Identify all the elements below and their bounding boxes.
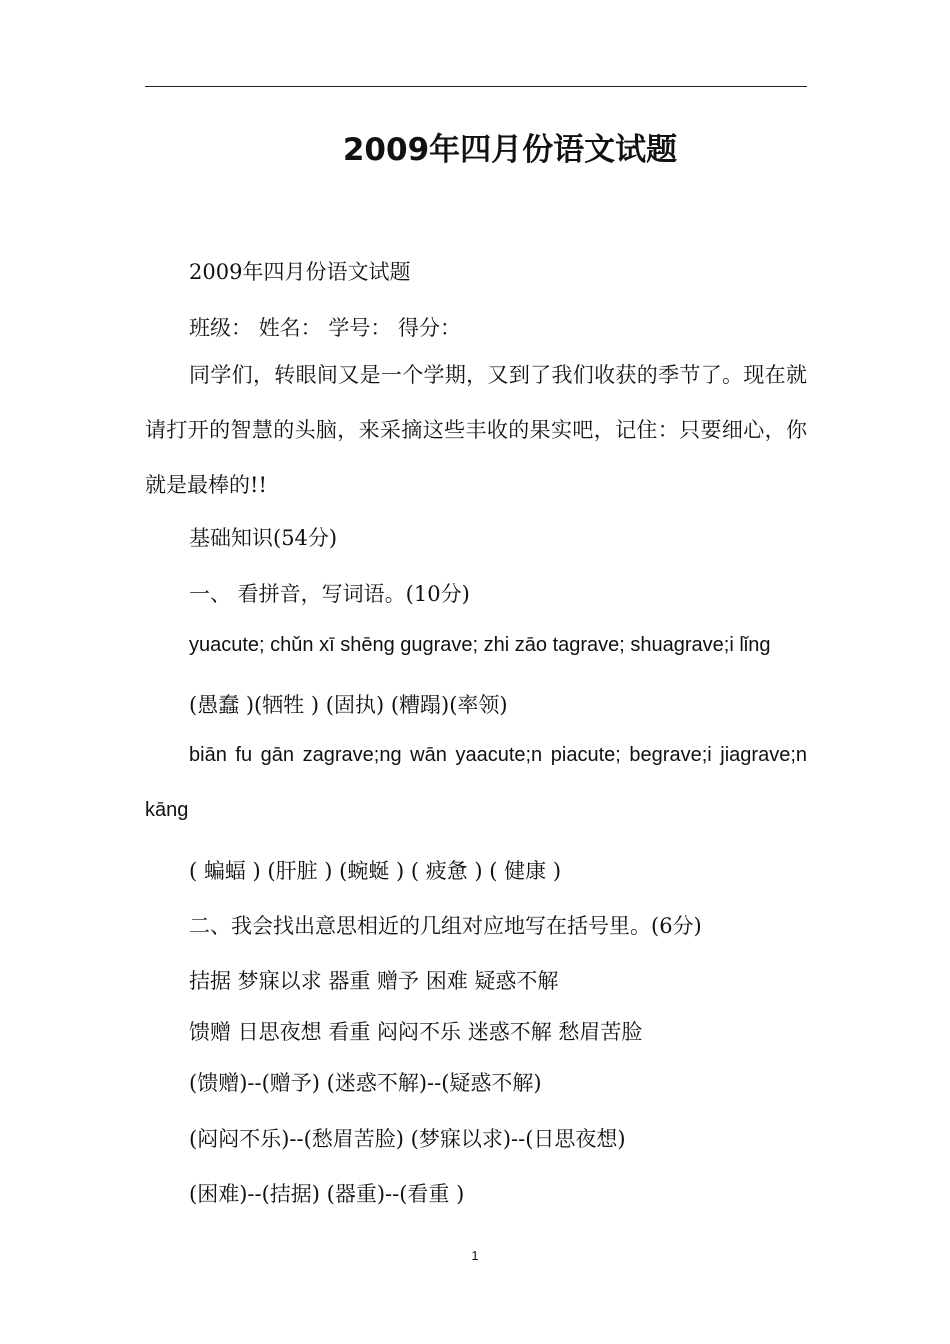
question-1-pinyin-row-1: yuacute; chǔn xī shēng gugrave; zhi zāo tagrave; shuagrave;i lǐng — [189, 634, 771, 656]
question-2-pairs-row-1: (馈赠)--(赠予) (迷惑不解)--(疑惑不解) — [189, 1071, 542, 1095]
question-2-word-list-2: 馈赠 日思夜想 看重 闷闷不乐 迷惑不解 愁眉苦脸 — [189, 1020, 643, 1044]
class-info-line: 班级： 姓名： 学号： 得分： — [189, 316, 462, 340]
question-1-pinyin-row-2-continued: kāng — [145, 799, 189, 821]
page-number: 1 — [471, 1248, 479, 1263]
question-2-word-list-1: 拮据 梦寐以求 器重 赠予 困难 疑惑不解 — [189, 969, 559, 993]
question-2-heading: 二、我会找出意思相近的几组对应地写在括号里。(6分) — [189, 914, 702, 938]
question-1-heading: 一、 看拼音，写词语。(10分) — [189, 582, 470, 606]
question-2-pairs-row-3: (困难)--(拮据) (器重)--(看重 ) — [189, 1182, 465, 1206]
section-heading-basic: 基础知识(54分) — [189, 526, 338, 550]
question-1-answers-row-2: ( 蝙蝠 ) (肝脏 ) (蜿蜒 ) ( 疲惫 ) ( 健康 ) — [189, 859, 562, 883]
intro-paragraph: 同学们，转眼间又是一个学期，又到了我们收获的季节了。现在就请打开的智慧的头脑，来采摘这些丰收的果实吧，记住：只要细心，你就是最棒的!! — [145, 363, 807, 497]
document-title: 2009年四月份语文试题 — [342, 132, 678, 168]
question-1-pinyin-row-2: biān fu gān zagrave;ng wān yaacute;n piacute; begrave;i jiagrave;n — [189, 744, 807, 766]
question-2-pairs-row-2: (闷闷不乐)--(愁眉苦脸) (梦寐以求)--(日思夜想) — [189, 1127, 626, 1151]
question-1-answers-row-1: (愚蠢 )(牺牲 ) (固执) (糟蹋)(率领) — [189, 693, 508, 717]
subtitle-line: 2009年四月份语文试题 — [189, 260, 411, 284]
header-rule — [145, 86, 807, 87]
